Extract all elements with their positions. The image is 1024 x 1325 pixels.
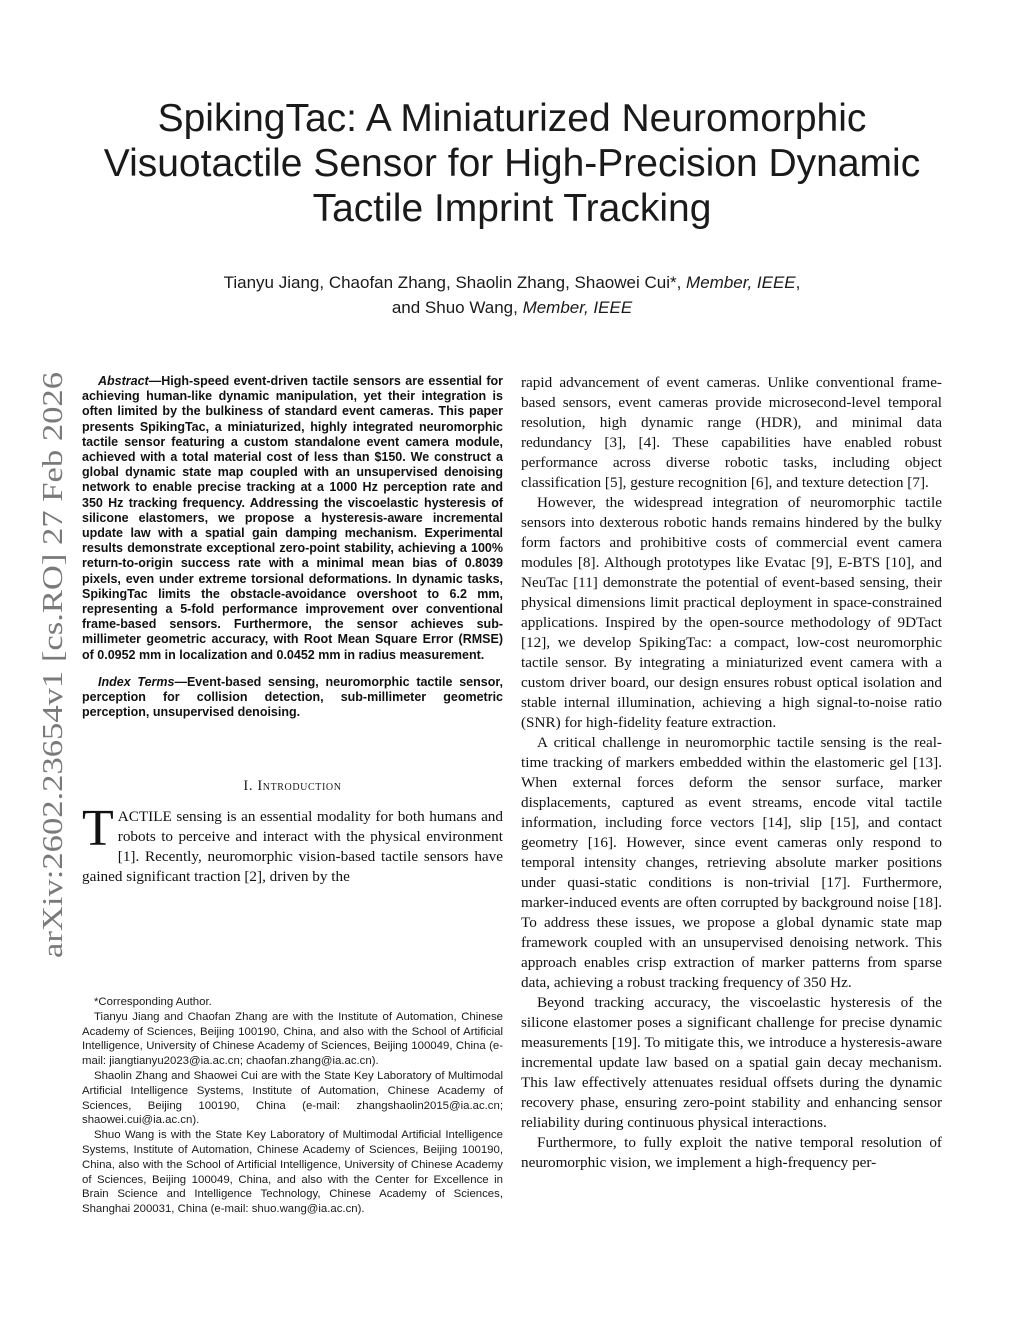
abstract: Abstract—High-speed event-driven tactile sensors are essential for achieving human-like dynamic manipulation, yet their integration is often limited by the bulkiness of standard event cameras. This paper presents SpikingTac, a miniaturized, highly integrated neuromorphic tactile sensor featuring a custom standalone event camera module, achieved with a total material cost of less than $150. We construct a global dynamic state map coupled with an unsupervised denoising network to enable precise tracking at a 1000 Hz perception rate and 350 Hz tracking frequency. Addressing the viscoelastic hysteresis of silicone elastomers, we propose a hysteresis-aware incremental update law with a spatial gain damping mechanism. Experimental results demonstrate exceptional zero-point stability, achieving a 100% return-to-origin success rate with a minimal mean bias of 0.8039 pixels, even under extreme torsional deformations. In dynamic tasks, SpikingTac limits the obstacle-avoidance overshoot to 6.2 mm, representing a 5-fold performance improvement over conventional frame-based sensors. Furthermore, the sensor achieves sub-millimeter geometric accuracy, with Root Mean Square Error (RMSE) of 0.0952 mm in localization and 0.0452 mm in radius measurement. xyxy=(82,374,503,662)
intro-paragraph xyxy=(82,800,503,887)
drop-cap: T xyxy=(82,800,114,858)
footnote: Shuo Wang is with the State Key Laboratory of Multimodal Artificial Intelligence Systems, Institute of Automation, Chinese Academy of Sciences, Beijing 100190, China, also with the School of Artificial Intelligence, University of Chinese Academy of Sciences, Beijing 100049, China, and also with the Center for Excellence in Brain Science and Intelligence Technology, Chinese Academy of Sciences, Shanghai 200031, China (e-mail: shuo.wang@ia.ac.cn). xyxy=(82,1129,503,1216)
index-terms-body: Event-based sensing, neuromorphic tactile sensor, perception for collision detection, sub-millimeter geometric perception, unsupervised denoising. xyxy=(82,674,503,720)
abstract-label: Abstract xyxy=(98,374,149,388)
abstract-body: High-speed event-driven tactile sensors are essential for achieving human-like dynamic manipulation, yet their integration is often limited by the bulkiness of standard event cameras. This paper presents SpikingTac, a miniaturized, highly integrated neuromorphic tactile sensor featuring a custom standalone event camera module, achieved with a total material cost of less than $150. We construct a global dynamic state map coupled with an unsupervised denoising network to enable precise tracking at a 1000 Hz perception rate and 350 Hz tracking frequency. Addressing the viscoelastic hysteresis of silicone elastomers, we propose a hysteresis-aware incremental update law with a spatial gain damping mechanism. Experimental results demonstrate exceptional zero-point stability, achieving a 100% return-to-origin success rate with a minimal mean bias of 0.8039 pixels, even under extreme torsional deformations. In dynamic tasks, SpikingTac limits the obstacle-avoidance overshoot to 6.2 mm, representing a 5-fold performance improvement over conventional frame-based sensors. Furthermore, the sensor achieves sub-millimeter geometric accuracy, with Root Mean Square Error (RMSE) of 0.0952 mm in localization and 0.0452 mm in radius measurement. xyxy=(82,374,503,662)
section-heading xyxy=(82,778,503,795)
body-paragraph: However, the widespread integration of neuromorphic tactile sensors into dexterous robotic hands remains hindered by the bulky form factors and prohibitive costs of commercial event camera modules [8]. Although prototypes like Evatac [9], E-BTS [10], and NeuTac [11] demonstrate the potential of event-based sensing, their physical dimensions limit practical deployment in space-constrained applications. Inspired by the open-source methodology of 9DTact [12], we develop SpikingTac: a compact, low-cost neuromorphic tactile sensor. By integrating a miniaturized event camera with a custom driver board, our design ensures robust optical isolation and stable internal illumination, achieving a high signal-to-noise ratio (SNR) for high-fidelity feature extraction. xyxy=(521,494,942,731)
arxiv-identifier: arXiv:2602.23654v1 [cs.RO] 27 Feb 2026 xyxy=(38,483,69,958)
body-paragraph: rapid advancement of event cameras. Unlike conventional frame-based sensors, event cameras provide microsecond-level temporal resolution, high dynamic range (HDR), and minimal data redundancy [3], [4]. These capabilities have enabled robust performance across diverse robotic tasks, including object classification [5], gesture recognition [6], and texture detection [7]. xyxy=(521,374,942,491)
author-membership: Member, IEEE xyxy=(522,298,633,317)
author-names: and Shuo Wang, xyxy=(391,298,523,317)
right-column xyxy=(521,373,942,1173)
section-number: I. xyxy=(243,778,254,795)
section-title: Introduction xyxy=(257,778,342,795)
footnotes xyxy=(82,995,503,1217)
footnote: Shaolin Zhang and Shaowei Cui are with the State Key Laboratory of Multimodal Artificial Intelligence Systems, Institute of Automation, Chinese Academy of Sciences, Beijing 100190, China (e-mail: zhangshaolin2015@ia.ac.cn; shaowei.cui@ia.ac.cn). xyxy=(82,1069,503,1127)
author-list xyxy=(70,270,954,320)
left-column xyxy=(82,374,503,887)
author-separator: , xyxy=(795,273,801,292)
index-terms-label: Index Terms xyxy=(98,674,175,689)
intro-first-word: ACTILE xyxy=(117,808,172,826)
footnote: *Corresponding Author. xyxy=(94,996,212,1008)
author-line-2 xyxy=(70,295,954,320)
body-paragraph: A critical challenge in neuromorphic tactile sensing is the real-time tracking of markers embedded within the elastomeric gel [13]. When external forces deform the sensor surface, marker displacements, captured as event streams, encode vital tactile information, including force vectors [14], slip [15], and contact geometry [16]. However, since event cameras only respond to temporal intensity changes, retrieving absolute marker positions under quasi-static conditions is non-trivial [17]. Furthermore, marker-induced events are often corrupted by background noise [18]. To address these issues, we propose a global dynamic state map framework coupled with an unsupervised denoising network. This approach enables crisp extraction of marker patterns from sparse data, achieving a robust tracking frequency of 350 Hz. xyxy=(521,734,942,991)
author-names: Tianyu Jiang, Chaofan Zhang, Shaolin Zhang, Shaowei Cui*, xyxy=(223,273,687,292)
body-paragraph: Furthermore, to fully exploit the native temporal resolution of neuromorphic vision, we implement a high-frequency per- xyxy=(521,1134,942,1171)
intro-text: sensing is an essential modality for both humans and robots to perceive and interact with the physical environment [1]. Recently, neuromorphic vision-based tactile sensors have gained significant traction [2], driven by the xyxy=(82,808,503,886)
body-paragraph: Beyond tracking accuracy, the viscoelastic hysteresis of the silicone elastomer poses a significant challenge for precise dynamic measurements [19]. To mitigate this, we introduce a hysteresis-aware incremental update law based on a spatial gain decay mechanism. This law effectively attenuates residual offsets during the dynamic recovery phase, ensuring zero-point stability and enhancing sensor reliability during continuous physical interactions. xyxy=(521,994,942,1131)
author-line-1 xyxy=(70,270,954,295)
author-membership: Member, IEEE xyxy=(686,273,796,292)
arxiv-stamp xyxy=(12,370,72,960)
paper-title: SpikingTac: A Miniaturized Neuromorphic Visuotactile Sensor for High-Precision Dynamic Tactile Imprint Tracking xyxy=(103,97,921,230)
index-terms: Index Terms—Event-based sensing, neuromorphic tactile sensor, perception for collision detection, sub-millimeter geometric perception, unsupervised denoising. xyxy=(82,674,503,720)
footnote: Tianyu Jiang and Chaofan Zhang are with the Institute of Automation, Chinese Academy of Sciences, Beijing 100190, China, and also with the School of Artificial Intelligence, University of Chinese Academy of Sciences, Beijing 100049, China (e-mail: jiangtianyu2023@ia.ac.cn; chaofan.zhang@ia.ac.cn). xyxy=(82,1010,503,1068)
